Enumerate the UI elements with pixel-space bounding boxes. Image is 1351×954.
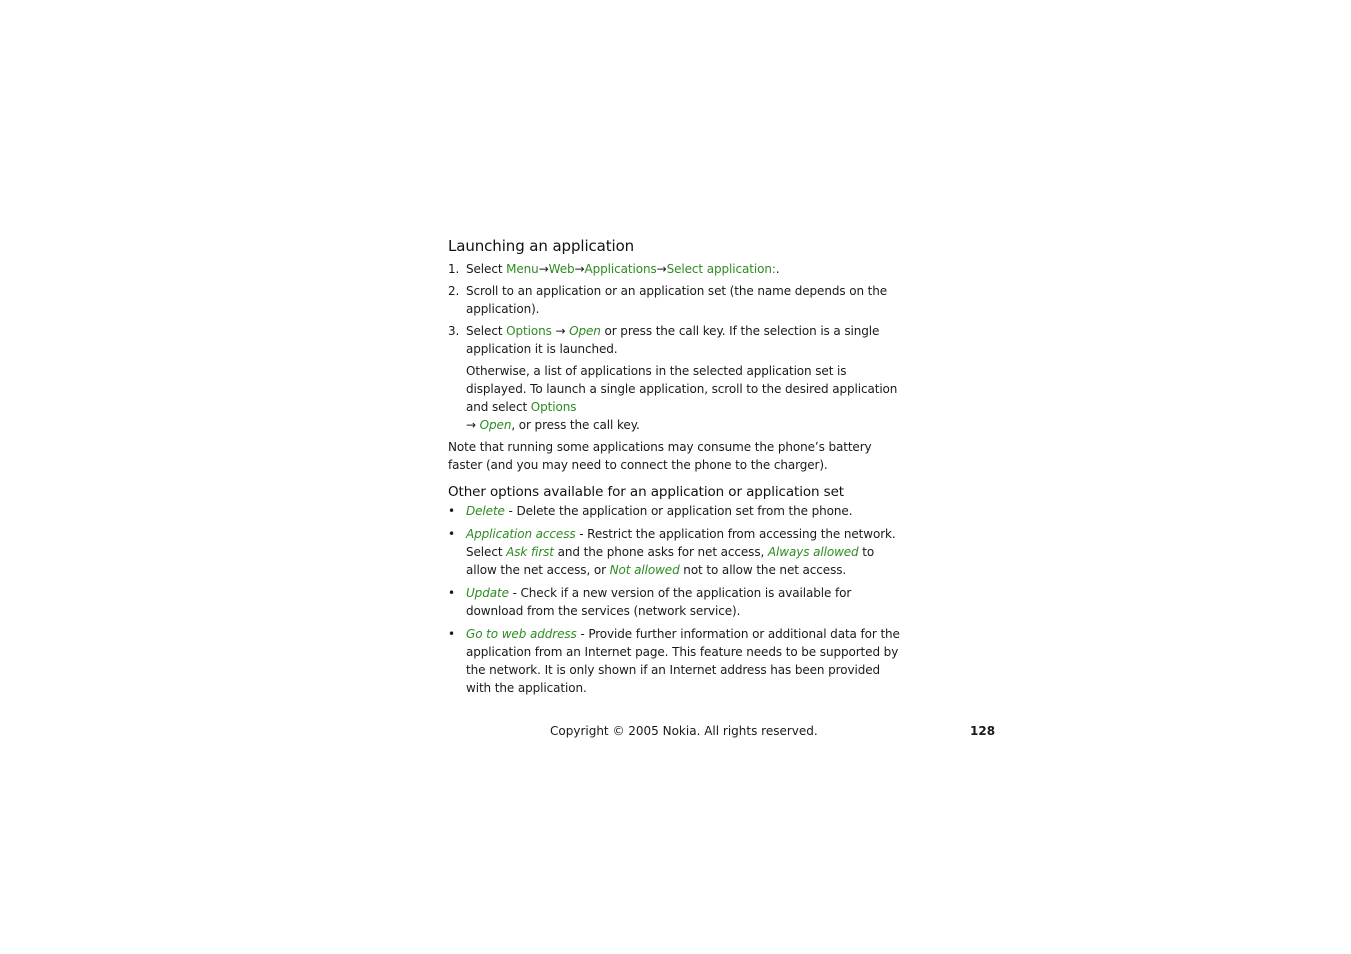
step-text: Select <box>466 262 503 276</box>
call-key: call <box>678 324 700 338</box>
ask-first-option[interactable]: Ask first <box>506 545 554 559</box>
applications-link[interactable]: Applications <box>584 262 657 276</box>
option-description: and the phone asks for net access, <box>553 545 768 559</box>
step-number: 2. <box>448 284 460 298</box>
call-key: call <box>593 418 614 432</box>
step-end: . <box>775 262 780 276</box>
go-to-web-address-option[interactable]: Go to web address <box>466 627 577 641</box>
arrow: → <box>551 324 570 338</box>
section-title: Launching an application <box>448 237 635 255</box>
options-link[interactable]: Options <box>506 324 552 338</box>
para-text: Otherwise, a list of applications in the selected application set is displayed. To launch a single application, scroll to the desired application and select <box>466 364 898 414</box>
copyright-notice: Copyright © 2005 Nokia. All rights reserved. <box>550 724 818 738</box>
arrow: → <box>656 262 667 276</box>
menu-link[interactable]: Menu <box>506 262 539 276</box>
bullet: • <box>448 527 455 541</box>
para-text: , or press the <box>511 418 594 432</box>
step-2 <box>448 282 908 318</box>
step-number: 3. <box>448 324 460 338</box>
list-item-application-access <box>448 525 908 579</box>
option-description: - Delete the application or application set from the phone. <box>504 504 853 518</box>
arrow: → <box>466 418 480 432</box>
option-description: to allow the net access, or <box>466 545 875 577</box>
bullet: • <box>448 586 455 600</box>
update-option[interactable]: Update <box>466 586 509 600</box>
select-application-link[interactable]: Select application: <box>666 262 776 276</box>
not-allowed-option[interactable]: Not allowed <box>609 563 680 577</box>
option-description: - Restrict the application from accessing the network. Select <box>466 527 896 559</box>
step-text: Scroll to an application or an application set (the name depends on the application). <box>466 284 888 316</box>
option-description: not to allow the net access. <box>679 563 847 577</box>
bullet: • <box>448 627 455 641</box>
option-description: - Provide further information or additional data for the application from an Internet page. This feature needs to be supported by the network. It is only shown if an Internet address has been provided with the application. <box>466 627 900 695</box>
step-text: or press the <box>600 324 679 338</box>
open-link[interactable]: Open <box>479 418 512 432</box>
para-text: key. <box>613 418 640 432</box>
list-item-go-to-web-address <box>448 625 908 697</box>
step-text: key. If the selection is a single application it is launched. <box>466 324 880 356</box>
list-item-delete <box>448 502 908 520</box>
options-link[interactable]: Options <box>530 400 577 414</box>
always-allowed-option[interactable]: Always allowed <box>767 545 859 559</box>
page-content <box>448 236 908 702</box>
option-description: - Check if a new version of the application is available for download from the services (network service). <box>466 586 852 618</box>
bullet: • <box>448 504 455 518</box>
otherwise-paragraph <box>448 362 908 434</box>
application-access-option[interactable]: Application access <box>466 527 576 541</box>
step-number: 1. <box>448 262 460 276</box>
other-options-title: Other options available for an application or application set <box>448 484 844 500</box>
step-1 <box>448 260 908 278</box>
step-text: Select <box>466 324 503 338</box>
open-link[interactable]: Open <box>569 324 601 338</box>
list-item-update <box>448 584 908 620</box>
arrow: → <box>538 262 549 276</box>
page-number: 128 <box>970 724 996 738</box>
step-3 <box>448 322 908 358</box>
delete-option[interactable]: Delete <box>466 504 505 518</box>
battery-note: Note that running some applications may consume the phone’s battery faster (and you may need to connect the phone to the charger). <box>448 440 872 472</box>
web-link[interactable]: Web <box>548 262 575 276</box>
arrow: → <box>574 262 585 276</box>
